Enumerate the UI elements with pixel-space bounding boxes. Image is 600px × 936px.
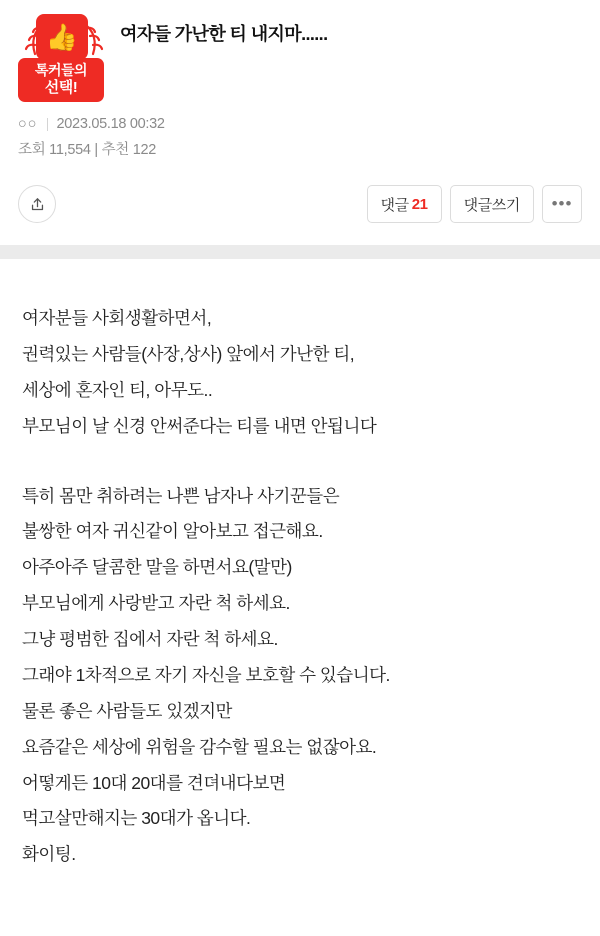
content-line: 화이팅. (22, 844, 76, 865)
write-comment-label: 댓글쓰기 (463, 196, 520, 214)
share-button[interactable] (18, 185, 56, 223)
action-buttons-group (367, 185, 582, 223)
meta-line-author-date (18, 116, 582, 132)
share-icon (29, 196, 46, 213)
view-count: 조회 11,554 (18, 142, 91, 158)
comments-label: 댓글 (380, 196, 409, 214)
meta-divider (47, 118, 48, 131)
post-header (0, 0, 600, 106)
content-line: 불쌍한 여자 귀신같이 알아보고 접근해요. (22, 521, 323, 542)
write-comment-button[interactable] (450, 185, 534, 223)
author-name[interactable]: ○○ (18, 116, 38, 132)
badge-line-1: 톡커들의 (34, 61, 88, 78)
more-icon: ••• (551, 194, 573, 213)
content-line: 요즘같은 세상에 위험을 감수할 필요는 없잖아요. (22, 736, 377, 757)
stats-divider: | (94, 142, 98, 158)
badge-line-2: 선택! (44, 79, 78, 97)
post-content (0, 259, 600, 873)
editors-pick-badge (18, 14, 106, 106)
content-line: 아주아주 달콤한 말을 하면서요(말만) (22, 557, 292, 578)
recommend-count: 추천 122 (101, 142, 156, 158)
content-line: 물론 좋은 사람들도 있겠지만 (22, 700, 232, 721)
content-line: 그래야 1차적으로 자기 자신을 보호할 수 있습니다. (22, 664, 390, 685)
content-line: 여자분들 사회생활하면서, (22, 308, 212, 328)
content-line: 부모님이 날 신경 안써준다는 티를 내면 안됩니다 (22, 415, 377, 436)
content-line: 어떻게든 10대 20대를 견뎌내다보면 (22, 772, 286, 793)
meta-line-stats (18, 138, 582, 159)
post-date: 2023.05.18 00:32 (56, 116, 165, 132)
content-line: 부모님에게 사랑받고 자란 척 하세요. (22, 593, 290, 614)
post-meta (0, 106, 600, 159)
content-line: 권력있는 사람들(사장,상사) 앞에서 가난한 티, (22, 343, 355, 364)
section-divider (0, 245, 600, 259)
comments-count: 21 (411, 195, 428, 213)
action-bar (0, 185, 600, 245)
thumbs-up-icon: 👍 (36, 14, 88, 60)
page-title: 여자들 가난한 티 내지마...... (120, 24, 328, 44)
content-line: 세상에 혼자인 티, 아무도.. (22, 379, 213, 400)
content-line: 먹고살만해지는 30대가 옵니다. (22, 808, 251, 829)
more-options-button[interactable] (542, 185, 582, 223)
pick-badge-text (18, 58, 104, 102)
title-row (18, 14, 582, 106)
content-line: 특히 몸만 취하려는 나쁜 남자나 사기꾼들은 (22, 485, 340, 506)
comments-button[interactable] (367, 185, 442, 223)
content-line: 그냥 평범한 집에서 자란 척 하세요. (22, 629, 278, 649)
content-blank-line (22, 445, 578, 479)
